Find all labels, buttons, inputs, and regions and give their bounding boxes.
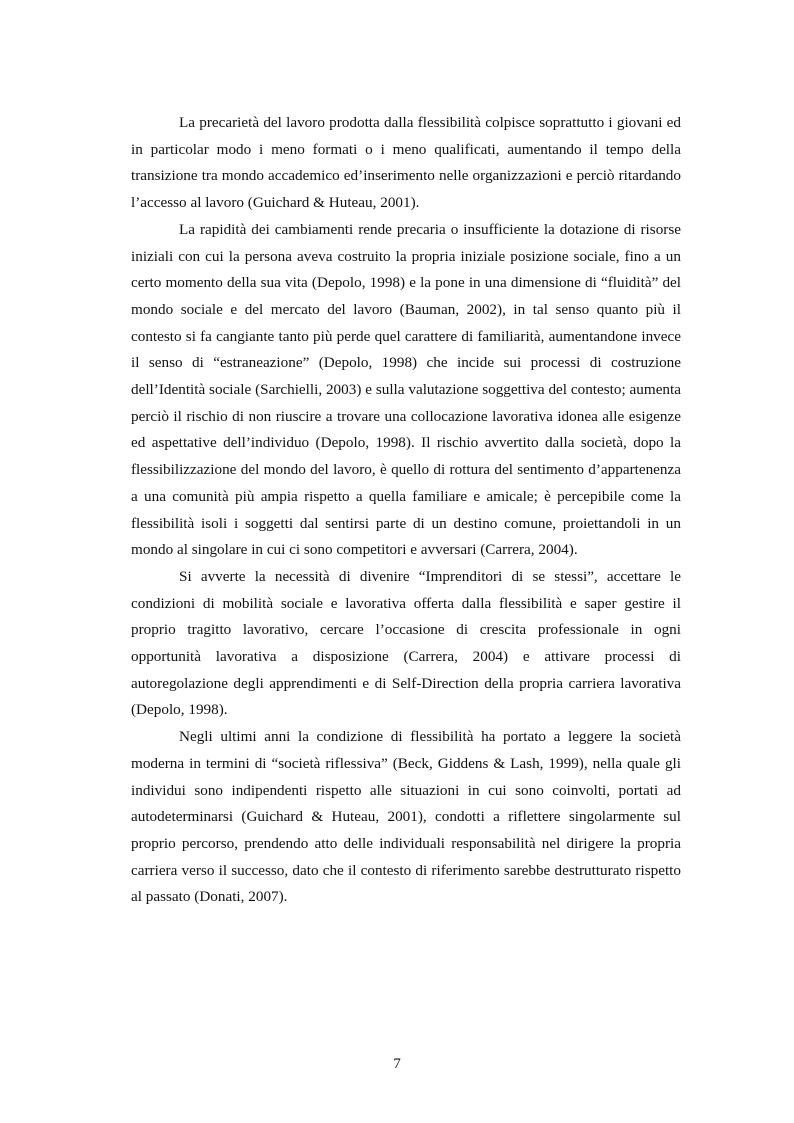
- paragraph-1: La precarietà del lavoro prodotta dalla flessibilità colpisce soprattutto i giovani ed in particolar modo i meno formati o i meno qualificati, aumentando il tempo della transizione tra mondo accademico ed’inserimento nelle organizzazioni e perciò ritardando l’accesso al lavoro (Guichard & Huteau, 2001).: [131, 114, 681, 212]
- paragraph-4: Negli ultimi anni la condizione di flessibilità ha portato a leggere la società moderna in termini di “società riflessiva” (Beck, Giddens & Lash, 1999), nella quale gli individui sono indipendenti rispetto alle situazioni in cui sono coinvolti, portati ad autodeterminarsi (Guichard & Huteau, 2001), condotti a riflettere singolarmente sul proprio percorso, prendendo atto delle individuali responsabilità nel dirigere la propria carriera verso il successo, dato che il contesto di riferimento sarebbe destrutturato rispetto al passato (Donati, 2007).: [131, 728, 681, 906]
- paragraph-3: Si avverte la necessità di divenire “Imprenditori di se stessi”, accettare le condizioni di mobilità sociale e lavorativa offerta dalla flessibilità e saper gestire il proprio tragitto lavorativo, cercare l’occasione di crescita professionale in ogni opportunità lavorativa a disposizione (Carrera, 2004) e attivare processi di autoregolazione degli apprendimenti e di Self-Direction della propria carriera lavorativa (Depolo, 1998).: [131, 567, 681, 719]
- body-text: [131, 110, 681, 911]
- paragraph-2: La rapidità dei cambiamenti rende precaria o insufficiente la dotazione di risorse iniziali con cui la persona aveva costruito la propria iniziale posizione sociale, fino a un certo momento della sua vita (Depolo, 1998) e la pone in una dimensione di “fluidità” del mondo sociale e del mercato del lavoro (Bauman, 2002), in tal senso quanto più il contesto si fa cangiante tanto più perde quel carattere di familiarità, aumentandone invece il senso di “estraneazione” (Depolo, 1998) che incide sui processi di costruzione dell’Identità sociale (Sarchielli, 2003) e sulla valutazione soggettiva del contesto; aumenta perciò il rischio di non riuscire a trovare una collocazione lavorativa idonea alle esigenze ed aspettative dell’individuo (Depolo, 1998). Il rischio avvertito dalla società, dopo la flessibilizzazione del mondo del lavoro, è quello di rottura del sentimento d’appartenenza a una comunità più ampia rispetto a quella familiare e amicale; è percepibile come la flessibilità isoli i soggetti dal sentirsi parte di un destino comune, proiettandoli in un mondo al singolare in cui ci sono competitori e avversari (Carrera, 2004).: [131, 220, 681, 559]
- page-number: 7: [393, 1055, 401, 1072]
